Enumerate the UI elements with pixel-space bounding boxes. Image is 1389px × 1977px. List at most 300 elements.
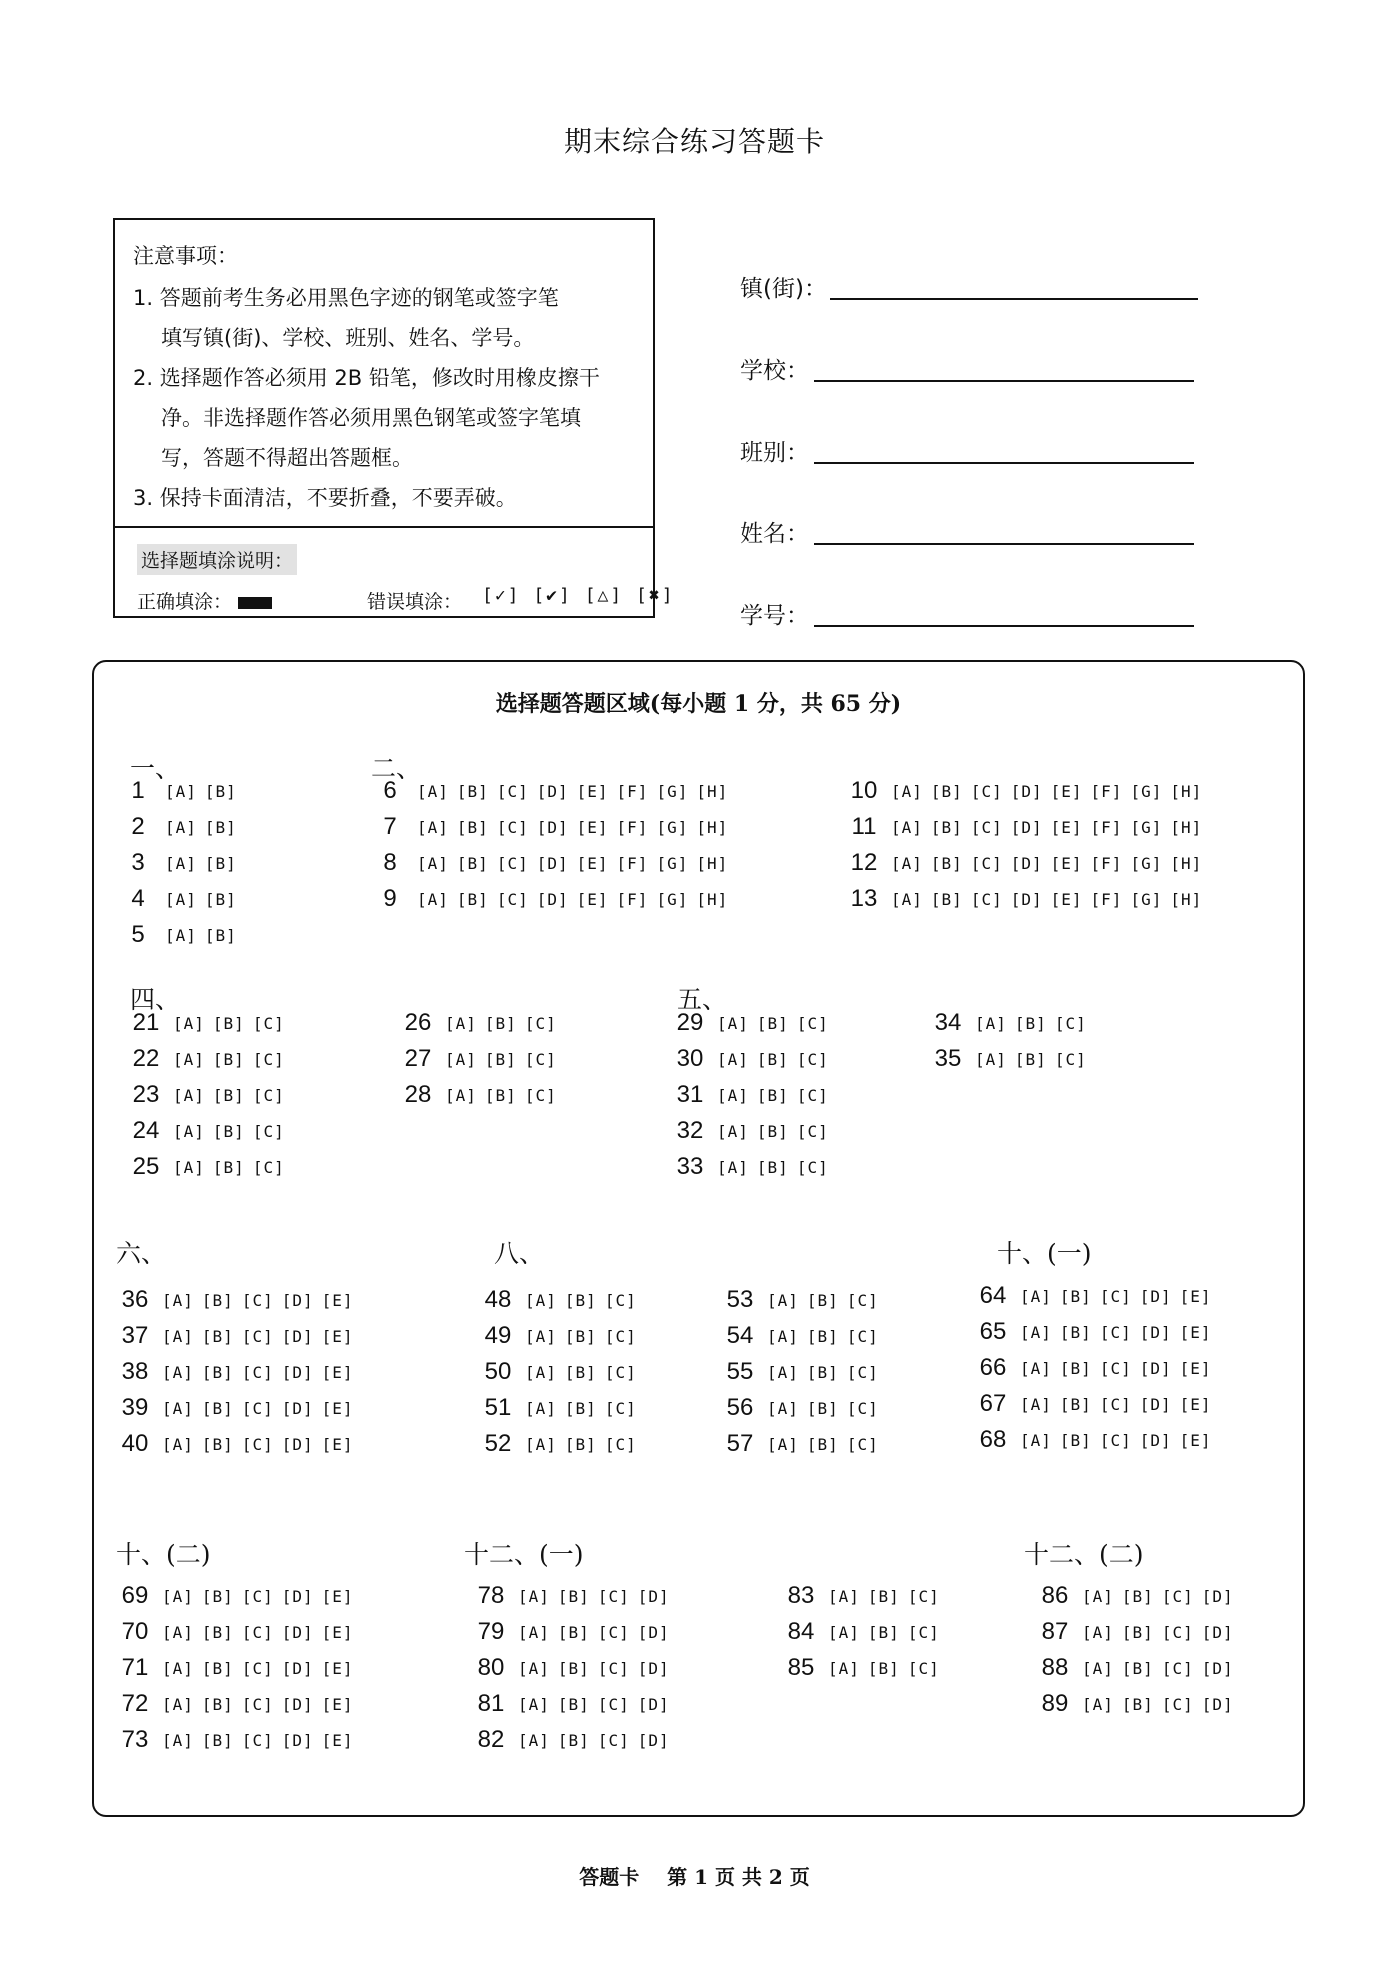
option-bubble[interactable]: [B] [1059, 1286, 1092, 1306]
option-bubble[interactable]: [A] [767, 1326, 799, 1346]
option-bubble[interactable]: [G] [1130, 781, 1163, 801]
option-bubble[interactable]: [A] [173, 1121, 205, 1141]
option-bubble[interactable]: [A] [162, 1326, 194, 1346]
option-bubble[interactable]: [B] [564, 1434, 597, 1454]
option-bubble[interactable]: [A] [828, 1622, 860, 1642]
question-number: 56 [726, 1394, 754, 1421]
option-bubble[interactable]: [C] [970, 781, 1003, 801]
option-bubble[interactable]: [H] [696, 889, 729, 909]
option-bubble[interactable]: [C] [1099, 1322, 1132, 1342]
option-bubble[interactable]: [A] [1020, 1430, 1052, 1450]
option-bubble[interactable]: [C] [597, 1622, 630, 1642]
option-bubble[interactable]: [C] [524, 1013, 557, 1033]
option-bubble[interactable]: [B] [806, 1326, 839, 1346]
option-bubble[interactable]: [D] [1201, 1622, 1234, 1642]
option-bubble[interactable]: [C] [496, 781, 529, 801]
option-bubble[interactable]: [D] [1010, 781, 1043, 801]
option-bubble[interactable]: [A] [173, 1085, 205, 1105]
option-bubble[interactable]: [C] [597, 1586, 630, 1606]
option-bubbles [417, 818, 736, 837]
option-bubble[interactable]: [A] [525, 1326, 557, 1346]
option-bubble[interactable]: [C] [604, 1362, 637, 1382]
option-bubble[interactable]: [B] [201, 1694, 234, 1714]
option-bubble[interactable]: [E] [321, 1586, 354, 1606]
option-bubble[interactable]: [E] [1050, 817, 1083, 837]
option-bubble[interactable]: [D] [1139, 1358, 1172, 1378]
option-bubble[interactable]: [A] [1082, 1586, 1114, 1606]
option-bubble[interactable]: [C] [252, 1157, 285, 1177]
option-bubble[interactable]: [D] [1139, 1394, 1172, 1414]
option-bubble[interactable]: [E] [321, 1730, 354, 1750]
option-bubble[interactable]: [C] [604, 1398, 637, 1418]
option-bubble[interactable]: [D] [536, 853, 569, 873]
option-bubble[interactable]: [C] [241, 1434, 274, 1454]
option-bubble[interactable]: [A] [525, 1290, 557, 1310]
option-bubble[interactable]: [C] [604, 1290, 637, 1310]
option-bubble[interactable]: [B] [456, 889, 489, 909]
option-bubble[interactable]: [A] [767, 1290, 799, 1310]
option-bubble[interactable]: [D] [1201, 1658, 1234, 1678]
option-bubble[interactable]: [B] [806, 1398, 839, 1418]
option-bubble[interactable]: [B] [456, 853, 489, 873]
option-bubble[interactable]: [A] [445, 1013, 477, 1033]
option-bubble[interactable]: [D] [1010, 817, 1043, 837]
option-bubble[interactable]: [B] [1059, 1430, 1092, 1450]
option-bubble[interactable]: [A] [1020, 1322, 1052, 1342]
option-bubble[interactable]: [B] [930, 817, 963, 837]
option-bubble[interactable]: [C] [604, 1326, 637, 1346]
option-bubble[interactable]: [C] [846, 1362, 879, 1382]
option-bubble[interactable]: [D] [281, 1326, 314, 1346]
option-bubble[interactable]: [B] [1014, 1013, 1047, 1033]
option-bubble[interactable]: [A] [525, 1362, 557, 1382]
option-bubble[interactable]: [G] [656, 781, 689, 801]
option-bubble[interactable]: [C] [1099, 1394, 1132, 1414]
option-bubble[interactable]: [C] [1161, 1658, 1194, 1678]
option-bubble[interactable]: [C] [796, 1085, 829, 1105]
option-bubble[interactable]: [C] [241, 1398, 274, 1418]
option-bubble[interactable]: [C] [1161, 1694, 1194, 1714]
question-number: 88 [1041, 1654, 1069, 1681]
option-bubble[interactable]: [G] [1130, 889, 1163, 909]
question-number: 40 [121, 1430, 149, 1457]
option-bubble[interactable]: [A] [1082, 1694, 1114, 1714]
option-bubble[interactable]: [C] [241, 1730, 274, 1750]
option-bubble[interactable]: [G] [1130, 853, 1163, 873]
option-bubble[interactable]: [A] [417, 781, 449, 801]
option-bubble[interactable]: [C] [1161, 1622, 1194, 1642]
option-bubble[interactable]: [B] [930, 853, 963, 873]
notice-heading: 注意事项： [133, 244, 238, 268]
option-bubble[interactable]: [F] [616, 817, 649, 837]
option-bubble[interactable]: [B] [201, 1398, 234, 1418]
option-bubble[interactable]: [C] [597, 1658, 630, 1678]
option-bubble[interactable]: [B] [212, 1013, 245, 1033]
option-bubble[interactable]: [A] [518, 1694, 550, 1714]
option-bubble[interactable]: [B] [204, 925, 237, 945]
field-underline [814, 462, 1194, 464]
option-bubble[interactable]: [A] [518, 1622, 550, 1642]
option-bubble[interactable]: [B] [930, 781, 963, 801]
option-bubble[interactable]: [B] [201, 1730, 234, 1750]
option-bubble[interactable]: [H] [1170, 889, 1203, 909]
option-bubble[interactable]: [B] [557, 1730, 590, 1750]
option-bubble[interactable]: [D] [281, 1658, 314, 1678]
option-bubble[interactable]: [F] [1090, 817, 1123, 837]
option-bubble[interactable]: [A] [417, 817, 449, 837]
option-bubble[interactable]: [B] [557, 1586, 590, 1606]
option-bubble[interactable]: [C] [796, 1013, 829, 1033]
option-bubble[interactable]: [A] [165, 925, 197, 945]
option-bubble[interactable]: [B] [201, 1658, 234, 1678]
option-bubble[interactable]: [C] [846, 1290, 879, 1310]
option-bubble[interactable]: [D] [1201, 1586, 1234, 1606]
option-bubble[interactable]: [C] [252, 1049, 285, 1069]
option-bubble[interactable]: [A] [162, 1362, 194, 1382]
option-bubble[interactable]: [B] [201, 1362, 234, 1382]
question-number: 50 [484, 1358, 512, 1385]
option-bubble[interactable]: [C] [796, 1049, 829, 1069]
option-bubble[interactable]: [A] [717, 1085, 749, 1105]
option-bubble[interactable]: [B] [456, 781, 489, 801]
question-number: 22 [132, 1045, 160, 1072]
question-number: 64 [979, 1282, 1007, 1309]
option-bubble[interactable]: [C] [597, 1694, 630, 1714]
option-bubble[interactable]: [D] [281, 1362, 314, 1382]
option-bubble[interactable]: [A] [162, 1694, 194, 1714]
option-bubble[interactable]: [A] [165, 781, 197, 801]
option-bubble[interactable]: [C] [907, 1658, 940, 1678]
option-bubble[interactable]: [C] [1161, 1586, 1194, 1606]
option-bubble[interactable]: [B] [564, 1290, 597, 1310]
option-bubble[interactable]: [E] [576, 781, 609, 801]
notice-divider [115, 526, 653, 528]
option-bubble[interactable]: [A] [767, 1362, 799, 1382]
option-bubble[interactable]: [C] [907, 1586, 940, 1606]
field-name[interactable] [740, 515, 809, 548]
option-bubble[interactable]: [D] [637, 1658, 670, 1678]
option-bubble[interactable]: [D] [281, 1586, 314, 1606]
option-bubble[interactable]: [A] [173, 1157, 205, 1177]
option-bubble[interactable]: [E] [321, 1622, 354, 1642]
option-bubble[interactable]: [A] [1020, 1394, 1052, 1414]
option-bubble[interactable]: [A] [173, 1013, 205, 1033]
option-bubble[interactable]: [B] [212, 1049, 245, 1069]
option-bubble[interactable]: [A] [891, 817, 923, 837]
option-bubble[interactable]: [C] [1099, 1430, 1132, 1450]
option-bubble[interactable]: [H] [696, 853, 729, 873]
option-bubble[interactable]: [E] [1179, 1358, 1212, 1378]
option-bubble[interactable]: [B] [557, 1694, 590, 1714]
option-bubble[interactable]: [A] [162, 1290, 194, 1310]
option-bubble[interactable]: [A] [828, 1658, 860, 1678]
option-bubble[interactable]: [D] [637, 1586, 670, 1606]
option-bubble[interactable]: [E] [321, 1398, 354, 1418]
option-bubbles [525, 1399, 645, 1418]
option-bubble[interactable]: [E] [321, 1362, 354, 1382]
option-bubble[interactable]: [D] [637, 1730, 670, 1750]
option-bubble[interactable]: [C] [241, 1586, 274, 1606]
option-bubble[interactable]: [C] [496, 889, 529, 909]
option-bubble[interactable]: [C] [241, 1622, 274, 1642]
option-bubble[interactable]: [A] [891, 889, 923, 909]
option-bubble[interactable]: [C] [970, 853, 1003, 873]
option-bubble[interactable]: [C] [970, 889, 1003, 909]
option-bubbles [162, 1695, 362, 1714]
option-bubble[interactable]: [F] [616, 781, 649, 801]
option-bubble[interactable]: [B] [204, 781, 237, 801]
field-town[interactable] [740, 270, 827, 303]
option-bubble[interactable]: [B] [756, 1157, 789, 1177]
option-bubble[interactable]: [G] [656, 889, 689, 909]
option-bubble[interactable]: [B] [1121, 1622, 1154, 1642]
option-bubble[interactable]: [G] [1130, 817, 1163, 837]
option-bubble[interactable]: [A] [1082, 1658, 1114, 1678]
option-bubble[interactable]: [A] [525, 1398, 557, 1418]
option-bubble[interactable]: [E] [1050, 853, 1083, 873]
option-bubble[interactable]: [E] [321, 1694, 354, 1714]
field-class[interactable] [740, 434, 809, 467]
option-bubble[interactable]: [B] [564, 1326, 597, 1346]
option-bubble[interactable]: [B] [756, 1013, 789, 1033]
option-bubble[interactable]: [B] [557, 1658, 590, 1678]
option-bubble[interactable]: [B] [756, 1085, 789, 1105]
option-bubble[interactable]: [D] [281, 1730, 314, 1750]
option-bubble[interactable]: [E] [321, 1290, 354, 1310]
option-bubble[interactable]: [B] [456, 817, 489, 837]
option-bubble[interactable]: [B] [484, 1049, 517, 1069]
option-bubble[interactable]: [F] [1090, 781, 1123, 801]
option-bubble[interactable]: [B] [1121, 1694, 1154, 1714]
option-bubble[interactable]: [B] [201, 1326, 234, 1346]
option-bubble[interactable]: [G] [656, 853, 689, 873]
option-bubble[interactable]: [H] [1170, 781, 1203, 801]
option-bubble[interactable]: [E] [1050, 889, 1083, 909]
option-bubble[interactable]: [D] [637, 1622, 670, 1642]
option-bubble[interactable]: [C] [796, 1121, 829, 1141]
option-bubble[interactable]: [B] [564, 1362, 597, 1382]
option-bubble[interactable]: [D] [1010, 889, 1043, 909]
option-bubble[interactable]: [D] [281, 1694, 314, 1714]
option-bubble[interactable]: [D] [536, 817, 569, 837]
option-bubble[interactable]: [C] [970, 817, 1003, 837]
option-bubble[interactable]: [B] [1121, 1586, 1154, 1606]
option-bubble[interactable]: [E] [1179, 1322, 1212, 1342]
option-bubble[interactable]: [E] [1179, 1394, 1212, 1414]
option-bubble[interactable]: [A] [162, 1730, 194, 1750]
option-bubble[interactable]: [A] [173, 1049, 205, 1069]
option-bubble[interactable]: [C] [252, 1121, 285, 1141]
option-bubble[interactable]: [D] [281, 1290, 314, 1310]
option-bubble[interactable]: [C] [241, 1362, 274, 1382]
option-bubble[interactable]: [A] [162, 1398, 194, 1418]
option-bubble[interactable]: [E] [1050, 781, 1083, 801]
option-bubble[interactable]: [A] [975, 1049, 1007, 1069]
option-bubble[interactable]: [G] [656, 817, 689, 837]
option-bubble[interactable]: [H] [696, 817, 729, 837]
option-bubble[interactable]: [C] [241, 1694, 274, 1714]
option-bubble[interactable]: [B] [201, 1434, 234, 1454]
option-bubble[interactable]: [A] [165, 889, 197, 909]
option-bubble[interactable]: [A] [1020, 1358, 1052, 1378]
option-bubble[interactable]: [C] [524, 1049, 557, 1069]
option-bubble[interactable]: [H] [696, 781, 729, 801]
option-bubble[interactable]: [E] [576, 817, 609, 837]
option-bubble[interactable]: [C] [241, 1326, 274, 1346]
option-bubble[interactable]: [A] [417, 889, 449, 909]
option-bubble[interactable]: [D] [1201, 1694, 1234, 1714]
option-bubble[interactable]: [A] [525, 1434, 557, 1454]
option-bubble[interactable]: [A] [1082, 1622, 1114, 1642]
option-bubble[interactable]: [A] [717, 1049, 749, 1069]
option-bubble[interactable]: [C] [1054, 1049, 1087, 1069]
option-bubble[interactable]: [F] [616, 853, 649, 873]
option-bubble[interactable]: [B] [204, 853, 237, 873]
option-bubble[interactable]: [A] [1020, 1286, 1052, 1306]
option-bubble[interactable]: [D] [637, 1694, 670, 1714]
option-bubble[interactable]: [B] [204, 817, 237, 837]
option-bubble[interactable]: [B] [806, 1290, 839, 1310]
option-bubble[interactable]: [C] [1099, 1286, 1132, 1306]
option-bubble[interactable]: [E] [321, 1326, 354, 1346]
option-bubble[interactable]: [B] [201, 1290, 234, 1310]
option-bubble[interactable]: [D] [281, 1398, 314, 1418]
option-bubble[interactable]: [B] [484, 1085, 517, 1105]
option-bubble[interactable]: [C] [846, 1434, 879, 1454]
option-bubble[interactable]: [A] [162, 1658, 194, 1678]
option-bubble[interactable]: [E] [321, 1434, 354, 1454]
option-bubble[interactable]: [B] [756, 1049, 789, 1069]
option-bubble[interactable]: [C] [604, 1434, 637, 1454]
option-bubble[interactable]: [C] [846, 1398, 879, 1418]
option-bubble[interactable]: [D] [1010, 853, 1043, 873]
option-bubble[interactable]: [A] [891, 781, 923, 801]
option-bubble[interactable]: [H] [1170, 817, 1203, 837]
option-bubble[interactable]: [B] [204, 889, 237, 909]
option-bubble[interactable]: [C] [241, 1290, 274, 1310]
option-bubble[interactable]: [A] [445, 1085, 477, 1105]
question-row [472, 1726, 678, 1754]
option-bubble[interactable]: [B] [867, 1658, 900, 1678]
option-bubble[interactable]: [B] [564, 1398, 597, 1418]
option-bubble[interactable]: [B] [484, 1013, 517, 1033]
option-bubble[interactable]: [A] [518, 1730, 550, 1750]
option-bubble[interactable]: [A] [717, 1157, 749, 1177]
option-bubble[interactable]: [A] [767, 1434, 799, 1454]
option-bubbles [173, 1122, 293, 1141]
option-bubble[interactable]: [B] [930, 889, 963, 909]
field-school[interactable] [740, 352, 809, 385]
option-bubble[interactable]: [C] [524, 1085, 557, 1105]
option-bubble[interactable]: [B] [1059, 1358, 1092, 1378]
option-bubble[interactable]: [E] [1179, 1430, 1212, 1450]
option-bubble[interactable]: [B] [1059, 1394, 1092, 1414]
question-number: 36 [121, 1286, 149, 1313]
option-bubble[interactable]: [E] [321, 1658, 354, 1678]
option-bubble[interactable]: [D] [536, 889, 569, 909]
option-bubble[interactable]: [B] [1014, 1049, 1047, 1069]
option-bubble[interactable]: [C] [796, 1157, 829, 1177]
field-student-id[interactable] [740, 597, 809, 630]
option-bubble[interactable]: [A] [518, 1586, 550, 1606]
option-bubble[interactable]: [D] [536, 781, 569, 801]
option-bubble[interactable]: [C] [846, 1326, 879, 1346]
option-bubble[interactable]: [E] [1179, 1286, 1212, 1306]
option-bubble[interactable]: [C] [597, 1730, 630, 1750]
section-label: 十、(二) [116, 1540, 211, 1569]
option-bubble[interactable]: [A] [162, 1434, 194, 1454]
option-bubble[interactable]: [F] [1090, 889, 1123, 909]
option-bubble[interactable]: [A] [417, 853, 449, 873]
option-bubble[interactable]: [B] [867, 1586, 900, 1606]
option-bubble[interactable]: [B] [806, 1434, 839, 1454]
option-bubble[interactable]: [A] [828, 1586, 860, 1606]
option-bubble[interactable]: [D] [281, 1434, 314, 1454]
option-bubble[interactable]: [B] [806, 1362, 839, 1382]
question-row [472, 1618, 678, 1646]
option-bubble[interactable]: [D] [1139, 1322, 1172, 1342]
option-bubble[interactable]: [A] [165, 817, 197, 837]
option-bubble[interactable]: [C] [241, 1658, 274, 1678]
question-number: 2 [131, 813, 145, 840]
option-bubble[interactable]: [B] [756, 1121, 789, 1141]
option-bubble[interactable]: [C] [496, 853, 529, 873]
option-bubble[interactable]: [A] [717, 1121, 749, 1141]
option-bubble[interactable]: [B] [212, 1121, 245, 1141]
option-bubble[interactable]: [F] [616, 889, 649, 909]
option-bubble[interactable]: [A] [518, 1658, 550, 1678]
option-bubble[interactable]: [B] [1121, 1658, 1154, 1678]
option-bubble[interactable]: [A] [445, 1049, 477, 1069]
option-bubble[interactable]: [H] [1170, 853, 1203, 873]
option-bubble[interactable]: [B] [867, 1622, 900, 1642]
option-bubble[interactable]: [B] [212, 1157, 245, 1177]
option-bubble[interactable]: [B] [557, 1622, 590, 1642]
option-bubble[interactable]: [A] [162, 1586, 194, 1606]
option-bubble[interactable]: [A] [165, 853, 197, 873]
option-bubble[interactable]: [B] [201, 1622, 234, 1642]
option-bubble[interactable]: [F] [1090, 853, 1123, 873]
option-bubble[interactable]: [B] [1059, 1322, 1092, 1342]
option-bubble[interactable]: [E] [576, 889, 609, 909]
option-bubble[interactable]: [C] [252, 1085, 285, 1105]
option-bubble[interactable]: [A] [767, 1398, 799, 1418]
option-bubbles [518, 1695, 678, 1714]
question-number: 78 [477, 1582, 505, 1609]
question-row [116, 1726, 362, 1754]
option-bubble[interactable]: [B] [201, 1586, 234, 1606]
option-bubble[interactable]: [D] [1139, 1430, 1172, 1450]
option-bubbles [445, 1014, 565, 1033]
option-bubble[interactable]: [A] [891, 853, 923, 873]
option-bubble[interactable]: [C] [907, 1622, 940, 1642]
question-row [929, 1045, 1095, 1073]
option-bubble[interactable]: [C] [1099, 1358, 1132, 1378]
option-bubble[interactable]: [D] [281, 1622, 314, 1642]
question-number: 11 [851, 813, 877, 840]
option-bubble[interactable]: [C] [252, 1013, 285, 1033]
question-row [721, 1430, 887, 1458]
option-bubble[interactable]: [D] [1139, 1286, 1172, 1306]
option-bubble[interactable]: [B] [212, 1085, 245, 1105]
option-bubble[interactable]: [C] [1054, 1013, 1087, 1033]
option-bubble[interactable]: [C] [496, 817, 529, 837]
option-bubble[interactable]: [A] [975, 1013, 1007, 1033]
option-bubbles [975, 1014, 1095, 1033]
option-bubble[interactable]: [E] [576, 853, 609, 873]
option-bubble[interactable]: [A] [162, 1622, 194, 1642]
option-bubble[interactable]: [A] [717, 1013, 749, 1033]
